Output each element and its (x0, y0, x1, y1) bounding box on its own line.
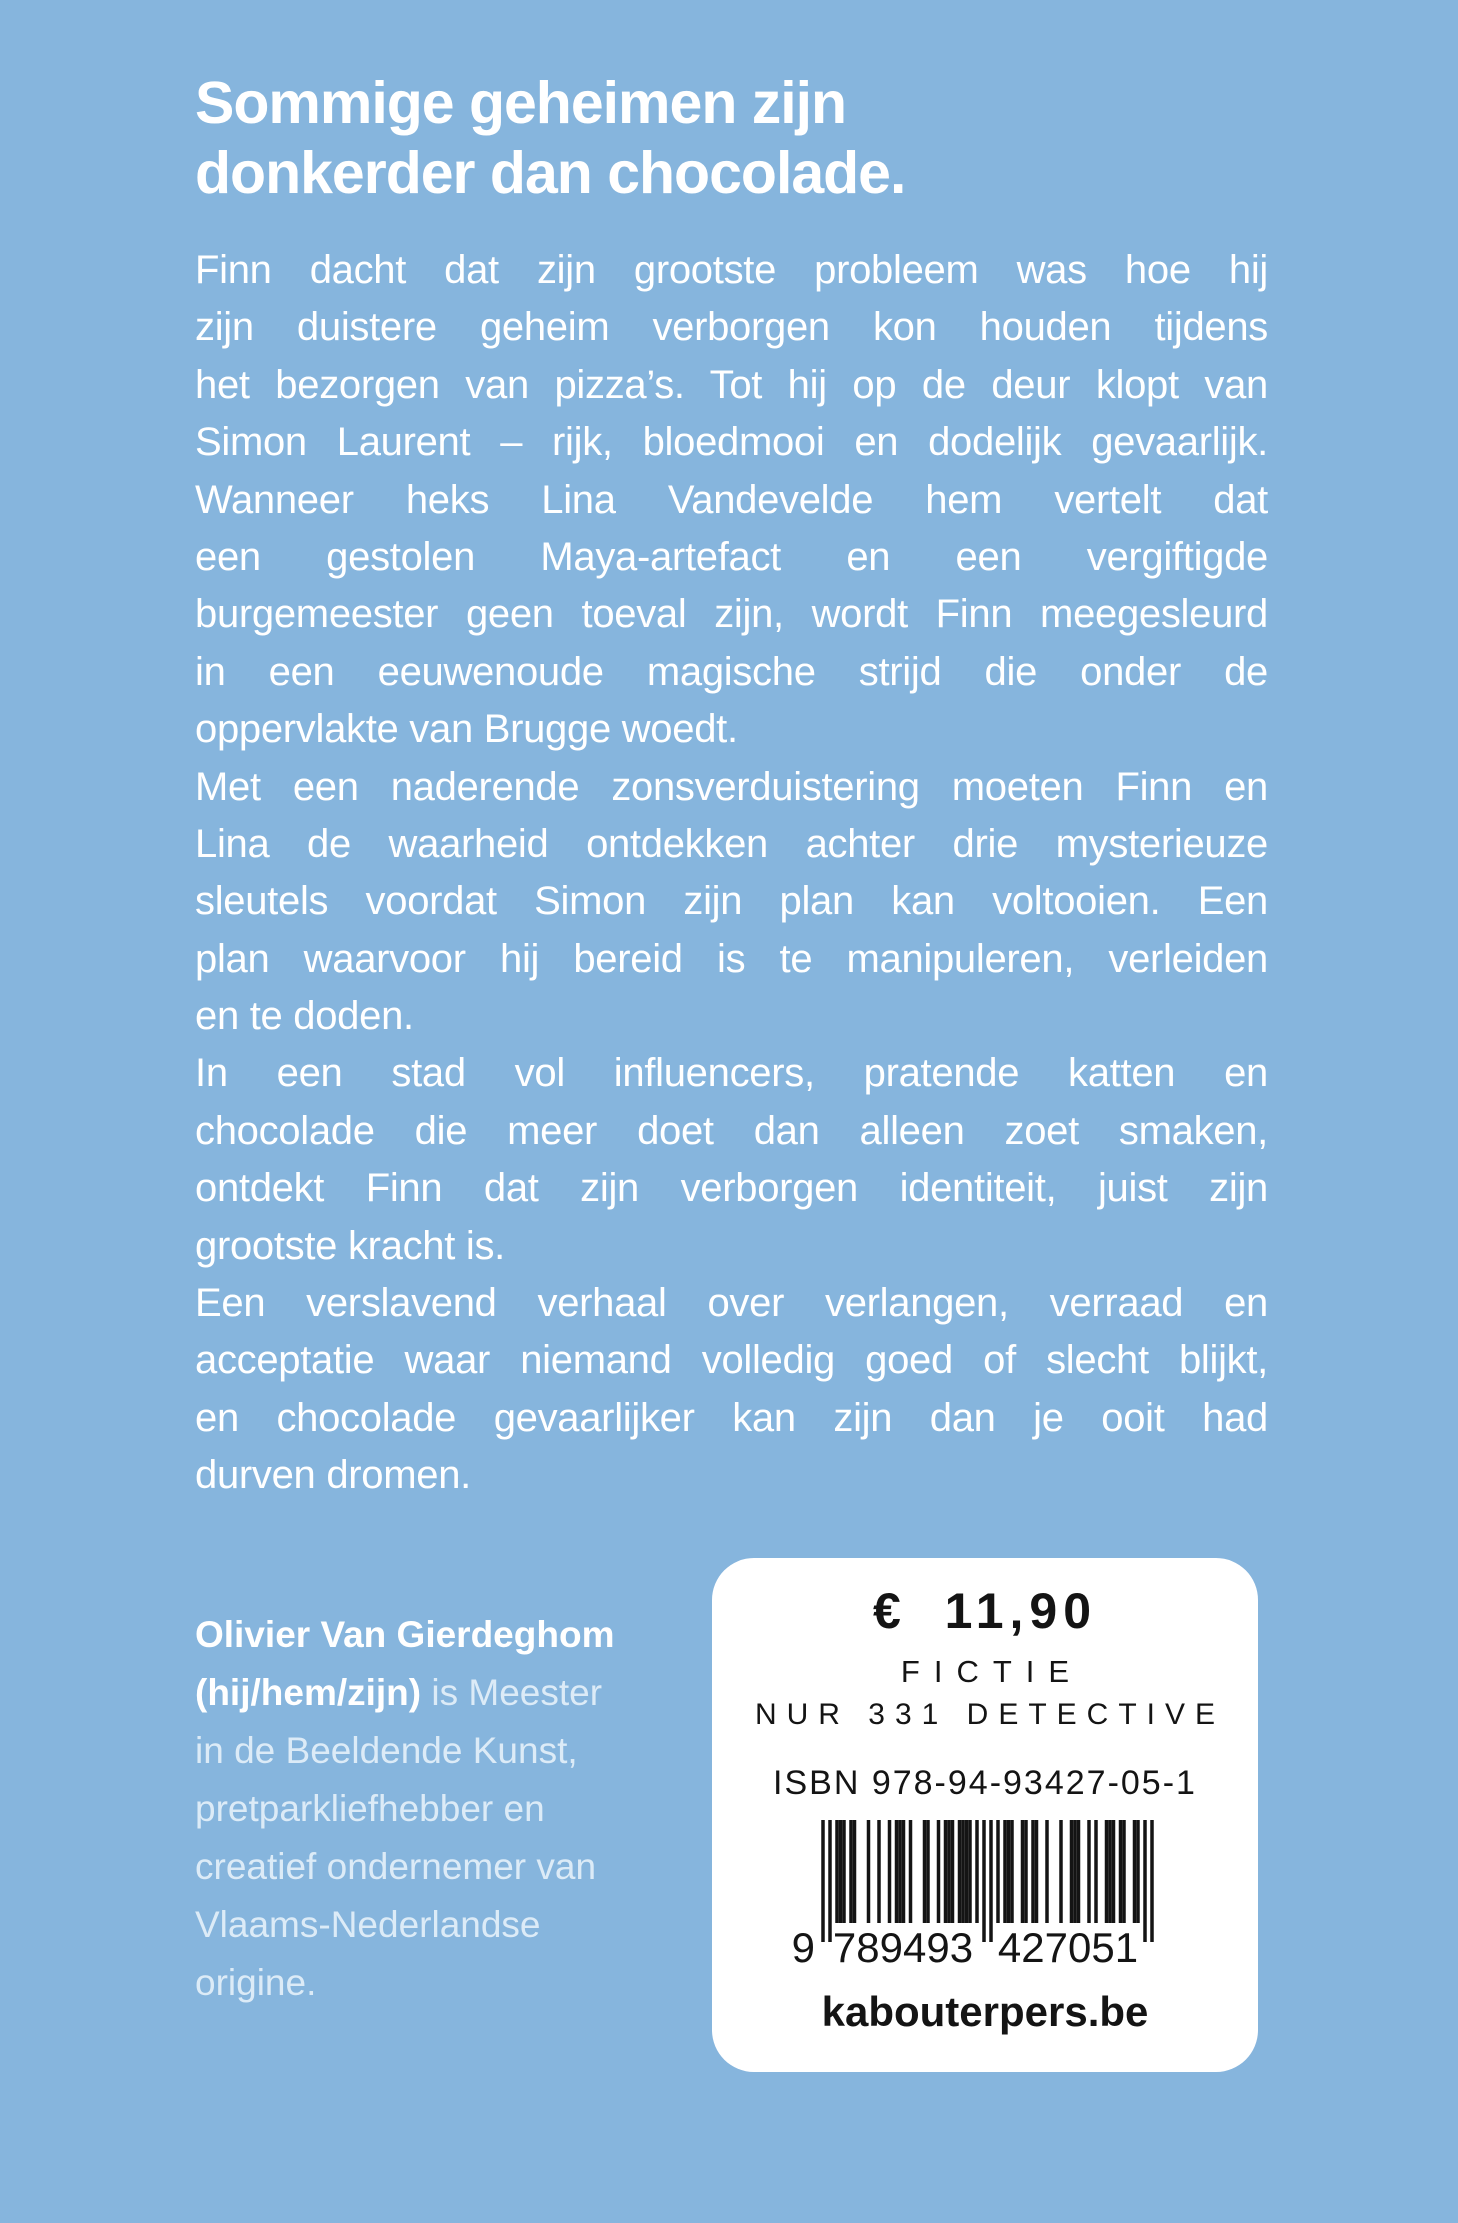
blurb-line: chocolade die meer doet dan alleen zoet smaken, (195, 1108, 1268, 1153)
blurb-line: In een stad vol influencers, pratende katten en (195, 1051, 1268, 1096)
bio-line: creatief ondernemer van (195, 1846, 597, 1887)
blurb-line: het bezorgen van pizza’s. Tot hij op de deur klopt van (195, 362, 1268, 407)
isbn-number: ISBN 978-94-93427-05-1 (773, 1764, 1197, 1802)
blurb-line: Lina de waarheid ontdekken achter drie mysterieuze (195, 821, 1268, 866)
blurb-line: in een eeuwenoude magische strijd die onder de (195, 649, 1268, 694)
blurb-line: Finn dacht dat zijn grootste probleem was hoe hij (195, 248, 1268, 292)
blurb-line: zijn duistere geheim verborgen kon houden tijdens (195, 305, 1268, 350)
barcode-digit-group: 9 (791, 1924, 815, 1971)
blurb-line: sleutels voordat Simon zijn plan kan voltooien. Een (195, 879, 1268, 924)
blurb-line: een gestolen Maya-artefact en een vergiftigde (195, 534, 1268, 579)
tagline (195, 68, 1275, 208)
blurb-line: Simon Laurent – rijk, bloedmooi en dodelijk gevaarlijk. (195, 420, 1268, 465)
blurb-line: acceptatie waar niemand volledig goed of slecht blijkt, (195, 1338, 1268, 1383)
blurb-line: Wanneer heks Lina Vandevelde hem vertelt dat (195, 477, 1268, 522)
bio-text: is Meester (421, 1672, 603, 1713)
author-pronouns: (hij/hem/zijn) (195, 1672, 422, 1713)
barcode-digit-group: 427051 (997, 1924, 1139, 1971)
author-name: Olivier Van Gierdeghom (195, 1614, 615, 1655)
blurb-line: grootste kracht is. (195, 1223, 505, 1268)
blurb-line: en chocolade gevaarlijker kan zijn dan je ooit had (195, 1395, 1268, 1440)
blurb-line: plan waarvoor hij bereid is te manipuleren, verleiden (195, 936, 1268, 981)
bio-line: pretparkliefhebber en (195, 1788, 545, 1829)
blurb-line: Met een naderende zonsverduistering moeten Finn en (195, 764, 1268, 809)
blurb-line: ontdekt Finn dat zijn verborgen identiteit, juist zijn (195, 1166, 1268, 1211)
price: € 11,90 (872, 1583, 1098, 1639)
tagline-line: Sommige geheimen zijn (195, 70, 847, 136)
blurb-line: Een verslavend verhaal over verlangen, verraad en (195, 1281, 1268, 1326)
bio-line: in de Beeldende Kunst, (195, 1730, 578, 1771)
tagline-line: donkerder dan chocolade. (195, 140, 906, 206)
barcode-digit-group: 789493 (832, 1924, 974, 1971)
nur-code: NUR 331 DETECTIVE (754, 1698, 1226, 1731)
blurb-line: burgemeester geen toeval zijn, wordt Finn meegesleurd (195, 592, 1268, 637)
author-bio (195, 1606, 665, 2012)
price-isbn-box (712, 1558, 1258, 2072)
publisher-url: kabouterpers.be (821, 1988, 1149, 2035)
ean13-barcode (775, 1820, 1195, 1980)
genre-label: FICTIE (900, 1654, 1084, 1689)
bio-line: Vlaams-Nederlandse (195, 1904, 541, 1945)
bio-line: origine. (195, 1962, 317, 2003)
blurb-line: oppervlakte van Brugge woedt. (195, 707, 738, 752)
author-pronouns-line (195, 1664, 665, 1722)
blurb (195, 242, 1268, 1505)
blurb-line: durven dromen. (195, 1453, 471, 1498)
blurb-line: en te doden. (195, 994, 414, 1039)
